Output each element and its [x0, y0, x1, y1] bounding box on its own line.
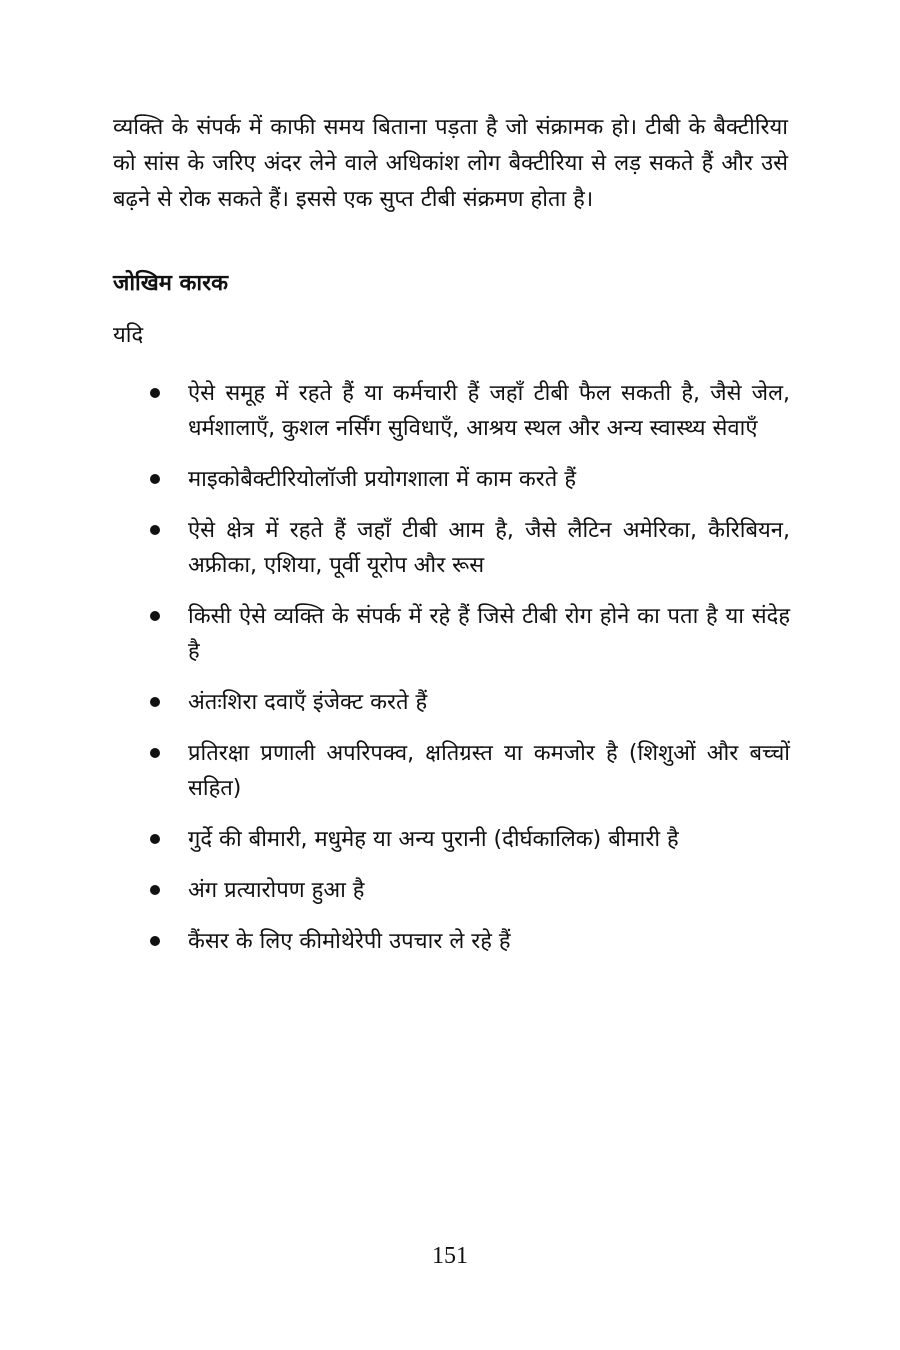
- list-item-text: माइकोबैक्टीरियोलॉजी प्रयोगशाला में काम करते हैं: [188, 467, 577, 492]
- list-item-text: अंग प्रत्यारोपण हुआ है: [188, 878, 365, 903]
- list-item-text: गुर्दे की बीमारी, मधुमेह या अन्य पुरानी (दीर्घकालिक) बीमारी है: [188, 827, 679, 852]
- list-item-text: प्रतिरक्षा प्रणाली अपरिपक्व, क्षतिग्रस्त या कमजोर है (शिशुओं और बच्चों सहित): [188, 741, 790, 801]
- bullet-icon: [150, 474, 160, 484]
- list-item: [150, 822, 790, 857]
- list-item: [150, 924, 790, 959]
- list-item-text: कैंसर के लिए कीमोथेरेपी उपचार ले रहे हैं: [188, 929, 511, 954]
- list-item-text: अंतःशिरा दवाएँ इंजेक्ट करते हैं: [188, 690, 428, 715]
- list-item: [150, 376, 790, 446]
- risk-factor-list: [150, 376, 790, 975]
- list-lead-text: यदि: [113, 323, 144, 348]
- list-item: [150, 873, 790, 908]
- page-number: 151: [432, 1243, 468, 1269]
- bullet-icon: [150, 748, 160, 758]
- bullet-icon: [150, 936, 160, 946]
- list-item: [150, 513, 790, 583]
- bullet-icon: [150, 611, 160, 621]
- list-item: [150, 599, 790, 669]
- intro-paragraph: व्यक्ति के संपर्क में काफी समय बिताना पड़ता है जो संक्रामक हो। टीबी के बैक्टीरिया को सांस के जरिए अंदर लेने वाले अधिकांश लोग बैक्टीरिया से लड़ सकते हैं और उसे बढ़ने से रोक सकते हैं। इससे एक सुप्त टीबी संक्रमण होता है।: [113, 115, 788, 212]
- section-heading: जोखिम कारक: [113, 271, 229, 296]
- bullet-icon: [150, 525, 160, 535]
- bullet-icon: [150, 388, 160, 398]
- list-item: [150, 462, 790, 497]
- list-item-text: ऐसे समूह में रहते हैं या कर्मचारी हैं जहाँ टीबी फैल सकती है, जैसे जेल, धर्मशालाएँ, कुशल नर्सिंग सुविधाएँ, आश्रय स्थल और अन्य स्वास्थ्य सेवाएँ: [188, 381, 790, 441]
- list-item: [150, 736, 790, 806]
- list-item-text: ऐसे क्षेत्र में रहते हैं जहाँ टीबी आम है, जैसे लैटिन अमेरिका, कैरिबियन, अफ्रीका, एशिया, पूर्वी यूरोप और रूस: [188, 518, 790, 578]
- list-item-text: किसी ऐसे व्यक्ति के संपर्क में रहे हैं जिसे टीबी रोग होने का पता है या संदेह है: [188, 604, 790, 664]
- bullet-icon: [150, 885, 160, 895]
- bullet-icon: [150, 834, 160, 844]
- list-item: [150, 685, 790, 720]
- bullet-icon: [150, 697, 160, 707]
